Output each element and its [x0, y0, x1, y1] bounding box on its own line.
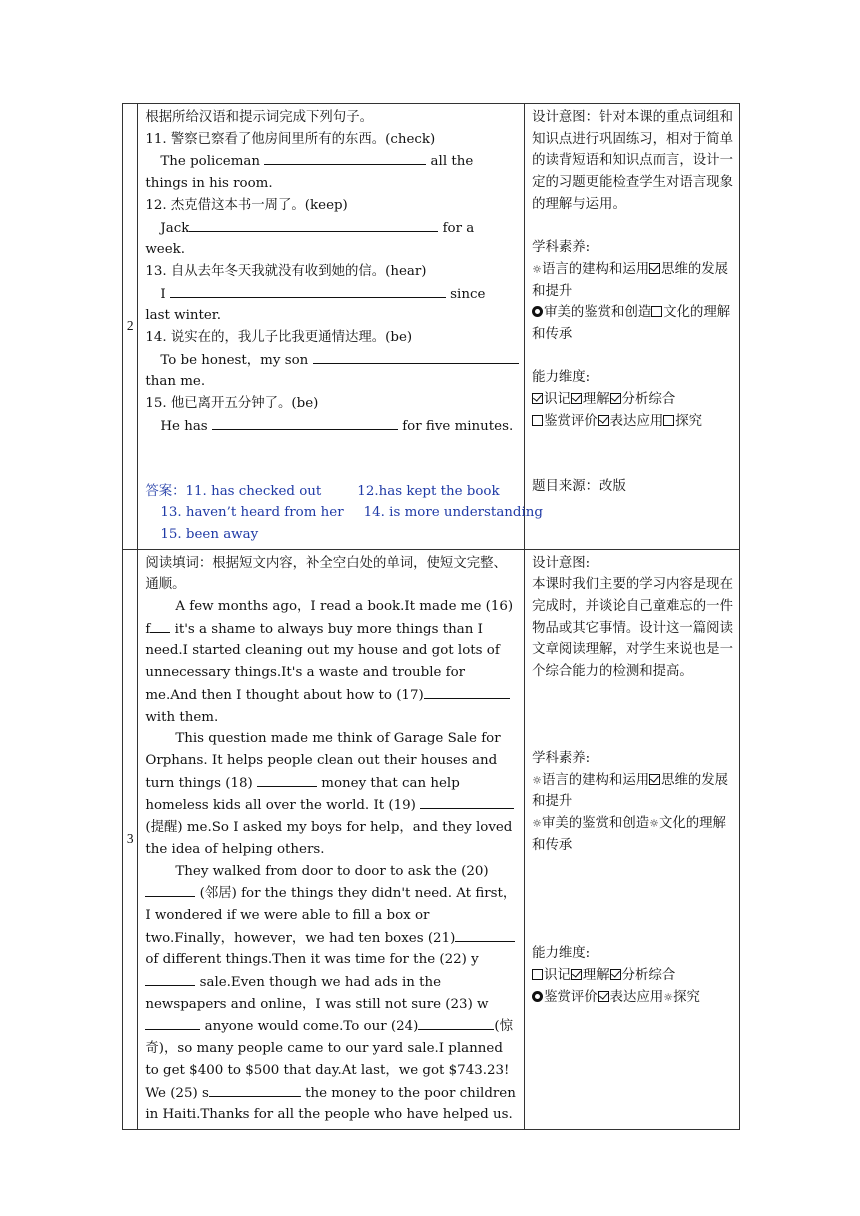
literacy-options-2: 审美的鉴赏和创造 文化的理解和传承 — [532, 305, 731, 343]
exercise-cell — [138, 104, 543, 550]
question-15-cn: 15. 他已离开五分钟了。(be) — [145, 396, 319, 412]
paragraph-3: They walked from door to door to ask the (20) (邻居) for the things they didn't need. At first，I wondered if we were able to fill a box or two.Finally，however，we had ten boxes (21) of different things.Then it was time for the (22) y sale.Even though we had ads in the newspapers and online，I was still not sure (23) w anyone would come.To our (24) (惊奇)，so many people came to our yard sale.I planned to get $400 to $500 that day.At last，we got $743.23! We (25) s the money to the poor children in Haiti.Thanks for all the people who have helped us. — [145, 863, 517, 1123]
unchecked-box-icon — [532, 415, 543, 426]
reading-instruction: 阅读填词：根据短文内容，补全空白处的单词，使短文完整、通顺。 — [145, 555, 507, 593]
checked-box-icon — [598, 415, 609, 426]
checked-box-icon — [571, 969, 582, 980]
ability-options-1: 识记 理解 分析综合 — [532, 965, 733, 987]
lesson-table — [122, 103, 740, 1130]
checked-box-icon — [610, 393, 621, 404]
question-11-cn: 11. 警察已察看了他房间里所有的东西。(check) — [145, 131, 436, 147]
question-source: 题目来源：改版 — [532, 478, 626, 494]
row-number: 2 — [123, 104, 138, 550]
question-15-en: He has for five minutes. — [145, 415, 518, 438]
literacy-label: 学科素养: — [532, 240, 591, 256]
sun-icon: ☼ — [532, 817, 542, 831]
question-14-cont: than me. — [145, 374, 206, 390]
bullseye-icon — [532, 306, 543, 317]
question-13-cn: 13. 自从去年冬天我就没有收到她的信。(hear) — [145, 263, 427, 279]
literacy-options-1: ☼语言的建构和运用 思维的发展和提升 — [532, 772, 729, 810]
sun-icon: ☼ — [532, 262, 542, 276]
paragraph-1: A few months ago，I read a book.It made me (16) f it's a shame to always buy more things than I need.I started cleaning out my house and got lots of unnecessary things.It's a waste and trouble for me.And then I thought about how to (17)with them. — [145, 599, 514, 725]
checked-box-icon — [571, 393, 582, 404]
question-13-en: I since — [145, 283, 518, 306]
question-11-cont: things in his room. — [145, 176, 273, 192]
answer-14: 14. is more understanding — [363, 505, 543, 521]
checked-box-icon — [598, 991, 609, 1002]
table-row — [123, 104, 740, 550]
design-intent: 设计意图：针对本课的重点词组和知识点进行巩固练习，相对于简单的读背短语和知识点而言，设计一定的习题更能检查学生对语言现象的理解与运用。 — [532, 110, 733, 212]
reading-cell — [138, 549, 525, 1129]
sun-icon: ☼ — [649, 817, 659, 831]
unchecked-box-icon — [651, 306, 662, 317]
notes-cell — [525, 104, 740, 550]
ability-options-1: 识记 理解 分析综合 — [532, 389, 733, 411]
question-13-cont: last winter. — [145, 308, 221, 324]
literacy-options-2: ☼审美的鉴赏和创造☼文化的理解和传承 — [532, 816, 726, 853]
sun-icon: ☼ — [532, 773, 542, 787]
question-12-cn: 12. 杰克借这本书一周了。(keep) — [145, 197, 348, 213]
bullseye-icon — [532, 991, 543, 1002]
paragraph-2: This question made me think of Garage Sale for Orphans. It helps people clean out their houses and turn things (18) money that can help homeless kids all over the world. It (19) (提醒) me.So I asked my boys for help，and they loved the idea of helping others. — [145, 731, 513, 857]
answer-line-2 — [145, 502, 543, 524]
ability-options-2: 鉴赏评价 表达应用 探究 — [532, 411, 733, 433]
literacy-label: 学科素养: — [532, 750, 591, 766]
notes-cell — [525, 549, 740, 1129]
answer-line-1 — [145, 481, 518, 503]
sun-icon: ☼ — [663, 990, 674, 1004]
checked-box-icon — [532, 393, 543, 404]
answer-11: 11. has checked out — [185, 483, 322, 499]
unchecked-box-icon — [532, 969, 543, 980]
row-number: 3 — [123, 549, 138, 1129]
ability-label: 能力维度: — [532, 370, 591, 386]
answer-label: 答案： — [145, 483, 186, 499]
question-14-en: To be honest，my son — [145, 349, 518, 372]
answer-15: 15. been away — [160, 526, 259, 542]
checked-box-icon — [649, 263, 660, 274]
unchecked-box-icon — [663, 415, 674, 426]
ability-options-2: 鉴赏评价 表达应用☼探究 — [532, 987, 733, 1009]
question-12-cont: week. — [145, 242, 186, 258]
checked-box-icon — [649, 774, 660, 785]
answer-12: 12.has kept the book — [357, 483, 500, 499]
question-14-cn: 14. 说实在的，我儿子比我更通情达理。(be) — [145, 330, 413, 346]
question-12-en: Jack for a — [145, 217, 518, 240]
ability-label: 能力维度: — [532, 946, 591, 962]
design-label: 设计意图: — [532, 555, 591, 571]
table-row — [123, 549, 740, 1129]
checked-box-icon — [610, 969, 621, 980]
question-11-en: The policeman all the — [145, 150, 518, 173]
instruction: 根据所给汉语和提示词完成下列句子。 — [145, 110, 373, 125]
design-intent: 本课时我们主要的学习内容是现在完成时，并谈论自己童难忘的一件物品或其它事情。设计这一篇阅读文章阅读理解，对学生来说也是一个综合能力的检测和提高。 — [532, 577, 733, 680]
answer-13: 13. haven’t heard from her — [160, 505, 344, 521]
literacy-options-1: ☼语言的建构和运用 思维的发展和提升 — [532, 261, 729, 299]
